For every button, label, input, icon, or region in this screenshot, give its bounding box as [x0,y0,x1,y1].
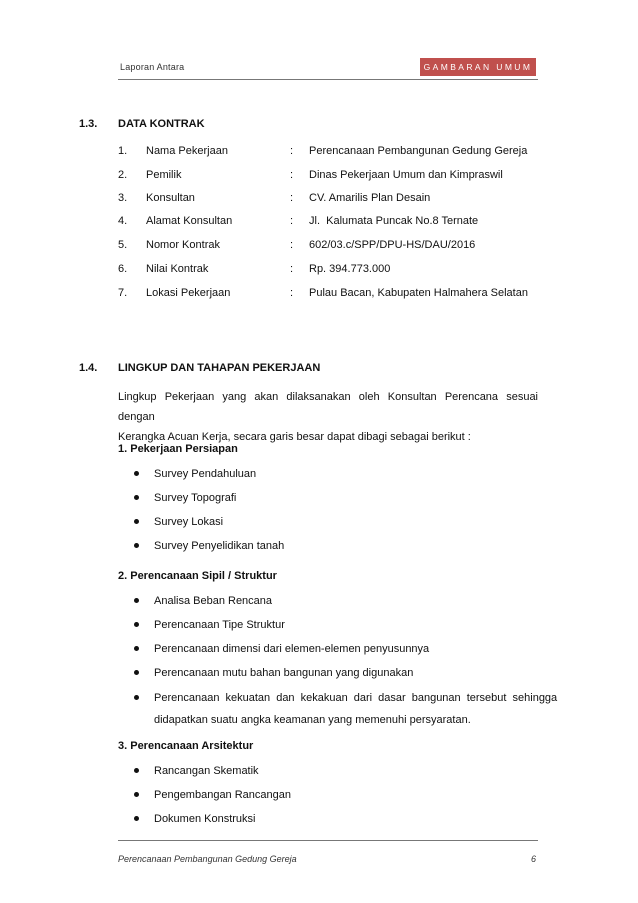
list-item-text: Perencanaan Tipe Struktur [154,619,285,631]
header-divider [118,79,538,80]
row-colon: : [290,192,294,204]
row-value: CV. Amarilis Plan Desain [309,192,431,204]
row-label: Lokasi Pekerjaan [146,287,231,299]
bullet-icon [134,768,139,773]
list-item-line [154,687,558,709]
row-label: Konsultan [146,192,195,204]
row-label: Nomor Kontrak [146,239,220,251]
list-item-text [154,687,558,731]
row-index: 5. [118,239,128,251]
list-item-text: Perencanaan dimensi dari elemen-elemen penyusunnya [154,643,430,655]
bullet-icon [134,646,139,651]
row-label: Pemilik [146,169,182,181]
list-item-text: Dokumen Konstruksi [154,813,256,825]
section-number-1-3: 1.3. [79,118,98,130]
contract-row [118,287,548,303]
list-item [134,687,558,731]
row-colon: : [290,239,294,251]
bullet-icon [134,519,139,524]
row-index: 3. [118,192,128,204]
list-item-text: Survey Topografi [154,492,237,504]
list-item-text: Survey Pendahuluan [154,468,257,480]
list-item-text: Rancangan Skematik [154,765,259,777]
row-index: 4. [118,215,128,227]
header-report-title: Laporan Antara [120,62,185,72]
row-value: Rp. 394.773.000 [309,263,391,275]
row-value: Jl. Kalumata Puncak No.8 Ternate [309,215,479,227]
list-item-text: Survey Penyelidikan tanah [154,540,285,552]
bullet-icon [134,471,139,476]
section-title-lingkup: LINGKUP DAN TAHAPAN PEKERJAAN [118,362,321,374]
row-index: 2. [118,169,128,181]
row-colon: : [290,169,294,181]
subsection-title: 1. Pekerjaan Persiapan [118,443,238,455]
row-value: Perencanaan Pembangunan Gedung Gereja [309,145,528,157]
contract-row [118,192,548,208]
row-index: 7. [118,287,128,299]
row-index: 1. [118,145,128,157]
subsection-title: 2. Perencanaan Sipil / Struktur [118,570,277,582]
footer-divider [118,840,538,841]
row-colon: : [290,145,294,157]
section-number-1-4: 1.4. [79,362,98,374]
intro-paragraph [118,387,538,447]
bullet-icon [134,792,139,797]
list-item-line: didapatkan suatu angka keamanan yang memenuhi persyaratan. [154,714,471,726]
list-item-line-text: Perencanaan kekuatan dan kekakuan dari dasar bangunan tersebut sehingga [154,692,558,704]
section-title-data-kontrak: DATA KONTRAK [118,118,205,130]
list-item-text: Perencanaan mutu bahan bangunan yang digunakan [154,667,414,679]
row-value: 602/03.c/SPP/DPU-HS/DAU/2016 [309,239,476,251]
contract-row [118,145,548,161]
bullet-icon [134,543,139,548]
bullet-icon [134,598,139,603]
row-value: Dinas Pekerjaan Umum dan Kimpraswil [309,169,503,181]
row-colon: : [290,215,294,227]
bullet-icon [134,816,139,821]
list-item-text: Survey Lokasi [154,516,224,528]
row-index: 6. [118,263,128,275]
list-item-text: Pengembangan Rancangan [154,789,292,801]
footer-document-title: Perencanaan Pembangunan Gedung Gereja [118,854,297,864]
intro-line: Kerangka Acuan Kerja, secara garis besar dapat dibagi sebagai berikut : [118,431,471,443]
intro-line: Lingkup Pekerjaan yang akan dilaksanakan oleh Konsultan Perencana sesuai dengan [118,391,538,423]
bullet-icon [134,695,139,700]
bullet-icon [134,495,139,500]
contract-row [118,169,548,185]
contract-row [118,263,548,279]
list-item-text: Analisa Beban Rencana [154,595,273,607]
contract-row [118,215,548,231]
subsection-title: 3. Perencanaan Arsitektur [118,740,254,752]
row-label: Nilai Kontrak [146,263,209,275]
row-colon: : [290,263,294,275]
row-label: Nama Pekerjaan [146,145,228,157]
row-value: Pulau Bacan, Kabupaten Halmahera Selatan [309,287,528,299]
row-colon: : [290,287,294,299]
contract-row [118,239,548,255]
header-section-badge: GAMBARAN UMUM [420,58,536,76]
page-number: 6 [530,854,536,864]
bullet-icon [134,670,139,675]
row-label: Alamat Konsultan [146,215,233,227]
bullet-icon [134,622,139,627]
